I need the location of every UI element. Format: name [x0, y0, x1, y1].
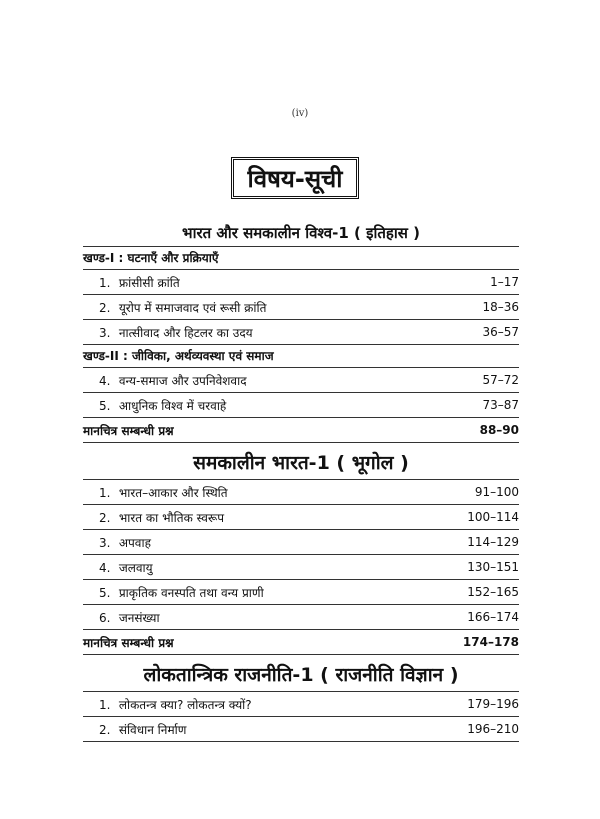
map-questions-row[interactable] [83, 629, 519, 655]
toc-row[interactable] [83, 529, 519, 554]
table-of-contents [83, 210, 519, 742]
item-number: 5. [99, 585, 111, 600]
item-pages: 1–17 [490, 275, 519, 289]
item-number: 2. [99, 722, 111, 737]
item-label: नात्सीवाद और हिटलर का उदय [118, 325, 253, 340]
item-pages: 114–129 [467, 535, 519, 549]
item-number: 1. [99, 697, 111, 712]
page-title: विषय-सूची [231, 157, 359, 199]
item-pages: 179–196 [467, 697, 519, 711]
item-number: 4. [99, 373, 111, 388]
toc-row[interactable] [83, 554, 519, 579]
map-questions-label: मानचित्र सम्बन्धी प्रश्न [83, 423, 174, 438]
item-number: 2. [99, 300, 111, 315]
map-questions-row[interactable] [83, 417, 519, 443]
item-pages: 73–87 [482, 398, 519, 412]
toc-row[interactable] [83, 392, 519, 417]
khand-heading-2: खण्ड-II : जीविका, अर्थव्यवस्था एवं समाज [83, 344, 519, 367]
map-questions-label: मानचित्र सम्बन्धी प्रश्न [83, 635, 174, 650]
map-questions-pages: 174–178 [462, 635, 519, 649]
item-pages: 196–210 [467, 722, 519, 736]
khand-heading-1: खण्ड-I : घटनाएँ और प्रक्रियाएँ [83, 246, 519, 269]
item-pages: 152–165 [467, 585, 519, 599]
item-pages: 57–72 [482, 373, 519, 387]
map-questions-pages: 88–90 [479, 423, 519, 437]
item-number: 3. [99, 325, 111, 340]
item-number: 5. [99, 398, 111, 413]
item-label: संविधान निर्माण [118, 722, 187, 737]
toc-row[interactable] [83, 479, 519, 504]
item-label: आधुनिक विश्व में चरवाहे [118, 398, 227, 413]
toc-row[interactable] [83, 319, 519, 344]
item-pages: 18–36 [482, 300, 519, 314]
item-number: 6. [99, 610, 111, 625]
item-pages: 91–100 [474, 485, 519, 499]
item-number: 1. [99, 275, 111, 290]
toc-row[interactable] [83, 504, 519, 529]
item-pages: 36–57 [482, 325, 519, 339]
toc-row[interactable] [83, 716, 519, 742]
toc-row[interactable] [83, 294, 519, 319]
item-label: यूरोप में समाजवाद एवं रूसी क्रांति [118, 300, 267, 315]
item-label: फ्रांसीसी क्रांति [118, 275, 180, 290]
toc-row[interactable] [83, 269, 519, 294]
toc-row[interactable] [83, 604, 519, 629]
item-label: भारत का भौतिक स्वरूप [118, 510, 225, 525]
item-number: 2. [99, 510, 111, 525]
toc-row[interactable] [83, 579, 519, 604]
item-pages: 166–174 [467, 610, 519, 624]
section-heading-geography: समकालीन भारत-1 ( भूगोल ) [193, 452, 409, 474]
item-pages: 100–114 [467, 510, 519, 524]
item-label: जलवायु [118, 560, 153, 575]
item-pages: 130–151 [467, 560, 519, 574]
item-number: 4. [99, 560, 111, 575]
page-number: (iv) [291, 108, 309, 119]
section-heading-history: भारत और समकालीन विश्व-1 ( इतिहास ) [182, 224, 420, 242]
item-number: 1. [99, 485, 111, 500]
item-label: लोकतन्त्र क्या? लोकतन्त्र क्यों? [118, 697, 252, 712]
item-label: वन्य-समाज और उपनिवेशवाद [118, 373, 247, 388]
item-label: भारत–आकार और स्थिति [118, 485, 228, 500]
item-number: 3. [99, 535, 111, 550]
section-heading-political-science: लोकतान्त्रिक राजनीति-1 ( राजनीति विज्ञान ) [143, 664, 459, 686]
item-label: प्राकृतिक वनस्पति तथा वन्य प्राणी [118, 585, 264, 600]
item-label: अपवाह [118, 535, 151, 550]
item-label: जनसंख्या [118, 610, 160, 625]
toc-row[interactable] [83, 367, 519, 392]
toc-row[interactable] [83, 691, 519, 716]
